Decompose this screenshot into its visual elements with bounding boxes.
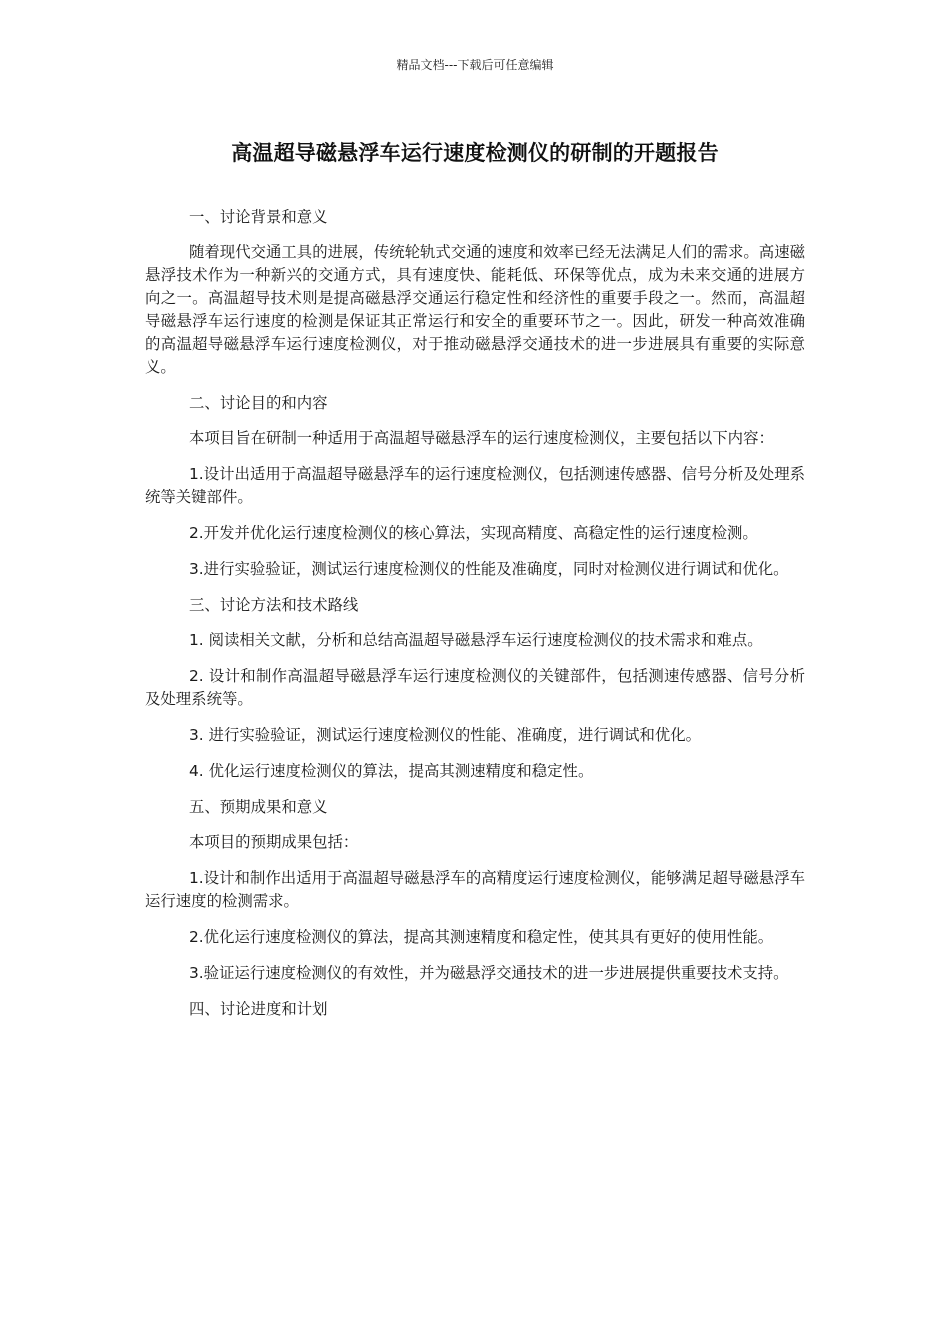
objectives-intro: 本项目旨在研制一种适用于高温超导磁悬浮车的运行速度检测仪，主要包括以下内容： bbox=[189, 429, 774, 447]
outcomes-item: 2.优化运行速度检测仪的算法，提高其测速精度和稳定性，使其具有更好的使用性能。 bbox=[189, 928, 774, 946]
section-heading-objectives: 二、讨论目的和内容 bbox=[189, 394, 328, 412]
outcomes-item: 1.设计和制作出适用于高温超导磁悬浮车的高精度运行速度检测仪，能够满足超导磁悬浮车运行速度的检测需求。 bbox=[145, 869, 805, 910]
outcomes-item: 3.验证运行速度检测仪的有效性，并为磁悬浮交通技术的进一步进展提供重要技术支持。 bbox=[189, 964, 789, 982]
page-header-note: 精品文档---下载后可任意编辑 bbox=[396, 58, 554, 72]
objectives-item: 1.设计出适用于高温超导磁悬浮车的运行速度检测仪，包括测速传感器、信号分析及处理系统等关键部件。 bbox=[145, 465, 805, 506]
section-heading-schedule: 四、讨论进度和计划 bbox=[189, 1000, 328, 1018]
section-heading-methods: 三、讨论方法和技术路线 bbox=[189, 596, 359, 614]
outcomes-intro: 本项目的预期成果包括： bbox=[189, 833, 359, 851]
document-body bbox=[145, 206, 805, 1033]
methods-item: 3. 进行实验验证，测试运行速度检测仪的性能、准确度，进行调试和优化。 bbox=[189, 726, 702, 744]
methods-item: 4. 优化运行速度检测仪的算法，提高其测速精度和稳定性。 bbox=[189, 762, 594, 780]
section-heading-outcomes: 五、预期成果和意义 bbox=[189, 798, 328, 816]
background-paragraph: 随着现代交通工具的进展，传统轮轨式交通的速度和效率已经无法满足人们的需求。高速磁悬浮技术作为一种新兴的交通方式，具有速度快、能耗低、环保等优点，成为未来交通的进展方向之一。高温超导技术则是提高磁悬浮交通运行稳定性和经济性的重要手段之一。然而，高温超导磁悬浮车运行速度的检测是保证其正常运行和安全的重要环节之一。因此，研发一种高效准确的高温超导磁悬浮车运行速度检测仪，对于推动磁悬浮交通技术的进一步进展具有重要的实际意义。 bbox=[145, 243, 805, 376]
section-heading-background: 一、讨论背景和意义 bbox=[189, 208, 328, 226]
objectives-item: 2.开发并优化运行速度检测仪的核心算法，实现高精度、高稳定性的运行速度检测。 bbox=[189, 524, 758, 542]
objectives-item: 3.进行实验验证，测试运行速度检测仪的性能及准确度，同时对检测仪进行调试和优化。 bbox=[189, 560, 789, 578]
methods-item: 1. 阅读相关文献，分析和总结高温超导磁悬浮车运行速度检测仪的技术需求和难点。 bbox=[189, 631, 763, 649]
methods-item: 2. 设计和制作高温超导磁悬浮车运行速度检测仪的关键部件，包括测速传感器、信号分析及处理系统等。 bbox=[145, 667, 805, 708]
document-title: 高温超导磁悬浮车运行速度检测仪的研制的开题报告 bbox=[231, 141, 719, 165]
